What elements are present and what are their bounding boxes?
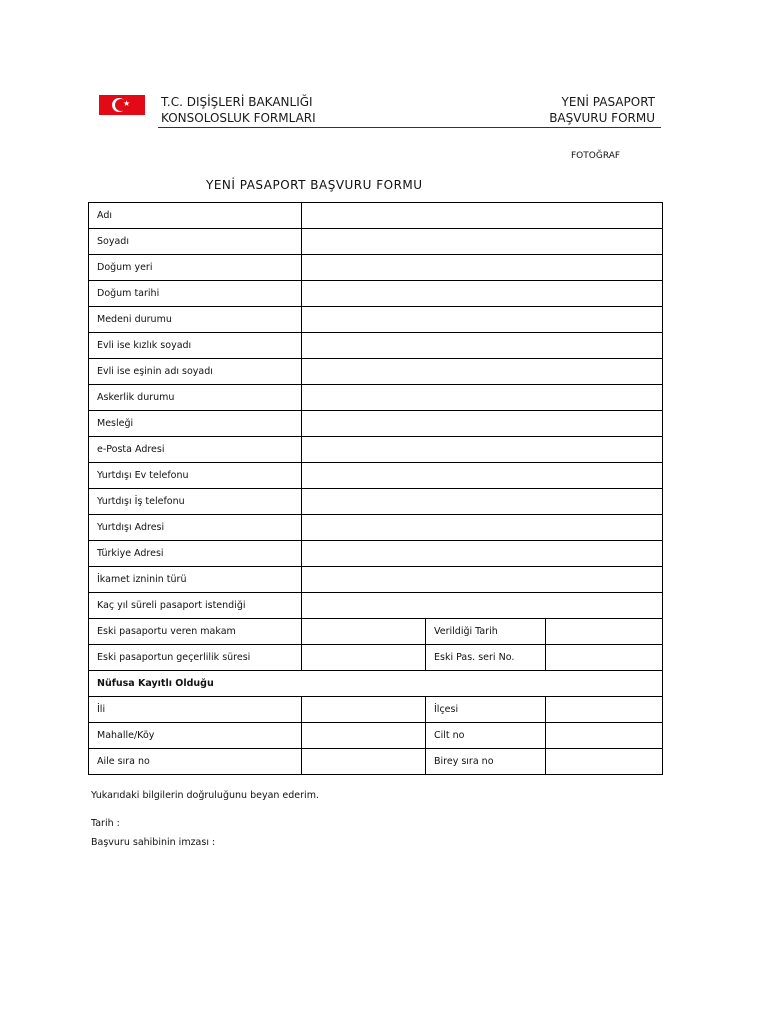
field-label: Medeni durumu bbox=[89, 307, 302, 333]
field-email-input[interactable] bbox=[302, 437, 663, 463]
field-marital-status-input[interactable] bbox=[302, 307, 663, 333]
table-row bbox=[89, 307, 663, 333]
doc-type-line1: YENİ PASAPORT bbox=[561, 95, 655, 109]
table-row bbox=[89, 411, 663, 437]
table-row bbox=[89, 203, 663, 229]
field-residence-permit-input[interactable] bbox=[302, 567, 663, 593]
table-row bbox=[89, 281, 663, 307]
field-occupation-input[interactable] bbox=[302, 411, 663, 437]
table-row bbox=[89, 697, 663, 723]
field-label: Cilt no bbox=[426, 723, 546, 749]
header-document-type bbox=[549, 94, 655, 126]
field-individual-no-input[interactable] bbox=[546, 749, 663, 775]
field-province-input[interactable] bbox=[302, 697, 426, 723]
field-label: Askerlik durumu bbox=[89, 385, 302, 411]
field-label: Yurtdışı İş telefonu bbox=[89, 489, 302, 515]
field-issue-date-input[interactable] bbox=[546, 619, 663, 645]
field-label: Evli ise eşinin adı soyadı bbox=[89, 359, 302, 385]
field-surname-input[interactable] bbox=[302, 229, 663, 255]
table-row bbox=[89, 229, 663, 255]
star-icon: ★ bbox=[123, 99, 131, 108]
doc-type-line2: BAŞVURU FORMU bbox=[549, 111, 655, 125]
field-label: İlçesi bbox=[426, 697, 546, 723]
field-label: Soyadı bbox=[89, 229, 302, 255]
field-label: Eski Pas. seri No. bbox=[426, 645, 546, 671]
field-label: Mesleği bbox=[89, 411, 302, 437]
table-row bbox=[89, 749, 663, 775]
table-row bbox=[89, 567, 663, 593]
field-abroad-address-input[interactable] bbox=[302, 515, 663, 541]
field-name-input[interactable] bbox=[302, 203, 663, 229]
field-label: Yurtdışı Ev telefonu bbox=[89, 463, 302, 489]
field-label: Eski pasaportu veren makam bbox=[89, 619, 302, 645]
field-neighborhood-input[interactable] bbox=[302, 723, 426, 749]
field-label: Türkiye Adresi bbox=[89, 541, 302, 567]
registry-section-heading: Nüfusa Kayıtlı Olduğu bbox=[89, 671, 663, 697]
table-row bbox=[89, 671, 663, 697]
field-military-status-input[interactable] bbox=[302, 385, 663, 411]
photo-label: FOTOĞRAF bbox=[571, 151, 621, 161]
field-validity-input[interactable] bbox=[302, 645, 426, 671]
org-subtitle: KONSOLOSLUK FORMLARI bbox=[161, 111, 316, 125]
field-birthplace-input[interactable] bbox=[302, 255, 663, 281]
declaration-text: Yukarıdaki bilgilerin doğruluğunu beyan ederim. bbox=[91, 790, 319, 801]
field-volume-no-input[interactable] bbox=[546, 723, 663, 749]
table-row bbox=[89, 255, 663, 281]
field-label: Doğum tarihi bbox=[89, 281, 302, 307]
org-name: T.C. DIŞİŞLERİ BAKANLIĞI bbox=[161, 95, 313, 109]
field-label: Verildiği Tarih bbox=[426, 619, 546, 645]
date-label: Tarih : bbox=[91, 818, 120, 829]
table-row bbox=[89, 515, 663, 541]
field-label: İli bbox=[89, 697, 302, 723]
signature-label: Başvuru sahibinin imzası : bbox=[91, 837, 216, 848]
field-label: Birey sıra no bbox=[426, 749, 546, 775]
table-row bbox=[89, 541, 663, 567]
field-label: Kaç yıl süreli pasaport istendiği bbox=[89, 593, 302, 619]
field-home-phone-input[interactable] bbox=[302, 463, 663, 489]
field-maiden-name-input[interactable] bbox=[302, 333, 663, 359]
field-work-phone-input[interactable] bbox=[302, 489, 663, 515]
table-row bbox=[89, 619, 663, 645]
field-label: Adı bbox=[89, 203, 302, 229]
field-turkey-address-input[interactable] bbox=[302, 541, 663, 567]
application-form-table bbox=[88, 202, 663, 775]
field-label: Eski pasaportun geçerlilik süresi bbox=[89, 645, 302, 671]
turkish-flag-logo bbox=[99, 95, 145, 115]
field-label: Yurtdışı Adresi bbox=[89, 515, 302, 541]
field-label: Doğum yeri bbox=[89, 255, 302, 281]
form-title: YENİ PASAPORT BAŞVURU FORMU bbox=[206, 178, 423, 192]
table-row bbox=[89, 437, 663, 463]
field-label: İkamet izninin türü bbox=[89, 567, 302, 593]
header-divider bbox=[158, 127, 661, 128]
field-district-input[interactable] bbox=[546, 697, 663, 723]
field-serial-no-input[interactable] bbox=[546, 645, 663, 671]
table-row bbox=[89, 359, 663, 385]
field-family-no-input[interactable] bbox=[302, 749, 426, 775]
table-row bbox=[89, 463, 663, 489]
table-row bbox=[89, 489, 663, 515]
field-label: Evli ise kızlık soyadı bbox=[89, 333, 302, 359]
field-birthdate-input[interactable] bbox=[302, 281, 663, 307]
table-row bbox=[89, 385, 663, 411]
field-issuing-authority-input[interactable] bbox=[302, 619, 426, 645]
header-organization bbox=[161, 94, 316, 126]
field-passport-duration-input[interactable] bbox=[302, 593, 663, 619]
field-spouse-name-input[interactable] bbox=[302, 359, 663, 385]
field-label: Mahalle/Köy bbox=[89, 723, 302, 749]
table-row bbox=[89, 645, 663, 671]
table-row bbox=[89, 333, 663, 359]
field-label: Aile sıra no bbox=[89, 749, 302, 775]
table-row bbox=[89, 723, 663, 749]
field-label: e-Posta Adresi bbox=[89, 437, 302, 463]
table-row bbox=[89, 593, 663, 619]
